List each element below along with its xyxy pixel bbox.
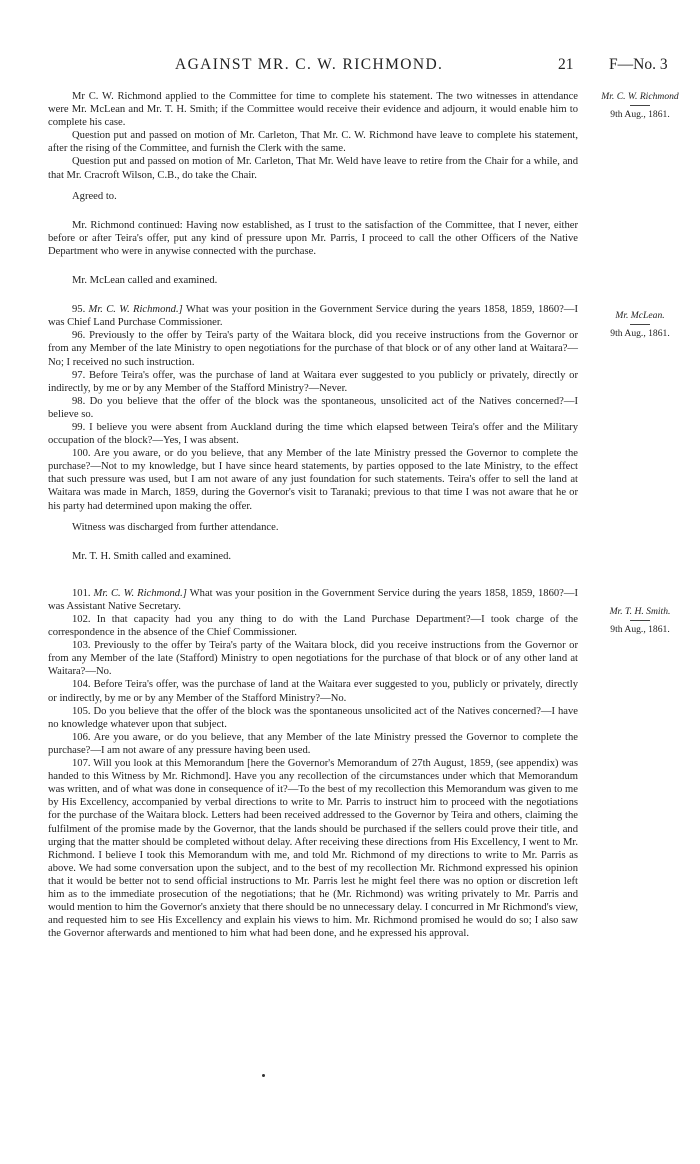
margin-note-rule xyxy=(630,620,650,621)
questioner-name: Mr. C. W. Richmond.] xyxy=(88,304,183,316)
margin-note-richmond xyxy=(586,91,694,121)
paragraph-witness-discharged: Witness was discharged from further attendance. xyxy=(72,521,279,533)
margin-note-mclean xyxy=(586,310,694,340)
document-reference: F—No. 3 xyxy=(609,56,668,73)
margin-note-date: 9th Aug., 1861. xyxy=(610,109,670,120)
question-107: 107. Will you look at this Memorandum [here the Governor's Memorandum of 27th August, 1859, (see appendix) was handed to this Witness by Mr. Richmond]. Have you any recollection of the circumstances under which that Memorandum was written, and of what was done in consequence of it?—To the best of my recollection this Memorandum was given to me by His Excellency, accompanied by verbal directions to write to Mr. Parris to instruct him to proceed with the negotiations for the purchase of the Waitara block. Letters had been received addressed to the Governor by Teira and others, claiming the fulfilment of the promise made by the Governor, that the lands should be purchased if the sellers could prove their title, and urging that the matter should be completed without delay. After receiving these directions from His Excellency, I went to Mr. Richmond. I believe I took this Memorandum with me, and told Mr. Richmond of my directions to write to Mr. Parris as above. We had some conversation upon the subject, and to the best of my recollection Mr. Richmond expressed his opinion that it would be better not to send official instructions to Mr. Parris lest he might feel there was no option or discretion left him as to the immediate prosecution of the negotiations; that he (Mr. Richmond) was writing privately to Mr. Parris and would mention to him the Governor's anxiety that there should be no unnecessary delay. I concurred in Mr Richmond's view, and requested him to see His Excellency and explain his views to him. Mr. Richmond promised he would do so; I also saw the Governor afterwards and mentioned to him what had been done, and he expressed his approval. xyxy=(48,758,578,940)
document-body xyxy=(48,90,578,940)
margin-note-name: Mr. C. W. Richmond xyxy=(601,91,679,102)
question-98: 98. Do you believe that the offer of the block was the spontaneous, unsolicited act of the Natives concerned?—I believe so. xyxy=(48,395,578,420)
margin-note-date: 9th Aug., 1861. xyxy=(610,328,670,339)
paragraph-motion-chair: Question put and passed on motion of Mr. Carleton, That Mr. Weld have leave to retire from the Chair for a while, and that Mr. Cracroft Wilson, C.B., do take the Chair. xyxy=(48,156,578,181)
heading-smith-examined: Mr. T. H. Smith called and examined. xyxy=(72,550,232,562)
question-96: 96. Previously to the offer by Teira's party of the Waitara block, did you receive instructions from the Governor or from any Member of the late Ministry to open negotiations for the purchase of that block or of any other land at Waitara?—No; I received no such instruction. xyxy=(48,330,578,368)
page-title: AGAINST MR. C. W. RICHMOND. xyxy=(175,56,444,73)
question-99: 99. I believe you were absent from Auckland during the time which elapsed between Teira's offer and the Military occupation of the block?—Yes, I was absent. xyxy=(48,421,578,447)
question-103: 103. Previously to the offer by Teira's party of the Waitara block, did you receive instructions from the Governor or from any Member of the late (Stafford) Ministry to open negotiations for the purchase of that block or of any other land at Waitara?—No. xyxy=(48,640,578,678)
question-105: 105. Do you believe that the offer of the block was the spontaneous unsolicited act of the Natives concerned?—I have no knowledge whatever upon that subject. xyxy=(48,705,578,730)
questioner-name: Mr. C. W. Richmond.] xyxy=(93,587,187,599)
page-header xyxy=(0,56,700,80)
question-106: 106. Are you aware, or do you believe, that any Member of the late Ministry pressed the Governor to complete the purchase?—I am not aware of any pressure having been used. xyxy=(48,731,578,756)
paragraph-motion-leave: Question put and passed on motion of Mr. Carleton, That Mr. C. W. Richmond have leave to complete his statement, after the rising of the Committee, and furnish the Clerk with the same. xyxy=(48,130,578,155)
margin-note-name: Mr. T. H. Smith. xyxy=(609,606,671,617)
paragraph-richmond-continued: Mr. Richmond continued: Having now established, as I trust to the satisfaction of the Committee, that I never, either before or after Teira's offer, put any kind of pressure upon Mr. Parris, I proceed to call the other Officers of the Native Department who were in anywise connected with the purchase. xyxy=(48,219,578,257)
margin-note-smith xyxy=(586,606,694,636)
margin-note-rule xyxy=(630,324,650,325)
question-104: 104. Before Teira's offer, was the purchase of land at the Waitara ever suggested to you, publicly or privately, directly or indirectly, by me or by any Member of the Stafford Ministry?—No. xyxy=(48,679,578,704)
page-number: 21 xyxy=(558,56,574,73)
print-speck xyxy=(262,1074,265,1077)
margin-note-name: Mr. McLean. xyxy=(615,310,665,321)
question-102: 102. In that capacity had you any thing to do with the Land Purchase Department?—I took charge of the correspondence in the absence of the Chief Commissioner. xyxy=(48,614,578,639)
paragraph-request-time: Mr C. W. Richmond applied to the Committee for time to complete his statement. The two witnesses in attendance were Mr. McLean and Mr. T. H. Smith; if the Committee would receive their evidence and adjourn, it would enable him to complete his case. xyxy=(48,91,578,129)
margin-note-date: 9th Aug., 1861. xyxy=(610,624,670,635)
question-101: 101. Mr. C. W. Richmond.] What was your position in the Government Service during the years 1858, 1859, 1860?—I was Assistant Native Secretary. xyxy=(48,587,579,612)
paragraph-agreed: Agreed to. xyxy=(72,190,117,202)
question-95: 95. Mr. C. W. Richmond.] What was your position in the Government Service during the years 1858, 1859, 1860?—I was Chief Land Purchase Commissioner. xyxy=(48,304,578,329)
question-100: 100. Are you aware, or do you believe, that any Member of the late Ministry pressed the Governor to complete the purchase?—Not to my knowledge, but I have since heard statements, by parties opposed to the late Ministry, to the effect that such pressure was used, but I am not aware of any just foundation for such statements. Teira's offer to sell the land at Waitara was made in March, 1859, during the Governor's visit to Taranaki; previous to that time I was not aware that he or his party had determined upon making the offer. xyxy=(48,448,578,512)
margin-note-rule xyxy=(630,105,650,106)
question-97: 97. Before Teira's offer, was the purchase of land at Waitara ever suggested to you publicly or privately, directly or indirectly, by me or by any Member of the Stafford Ministry?—Never. xyxy=(48,369,578,394)
heading-mclean-examined: Mr. McLean called and examined. xyxy=(72,275,218,287)
